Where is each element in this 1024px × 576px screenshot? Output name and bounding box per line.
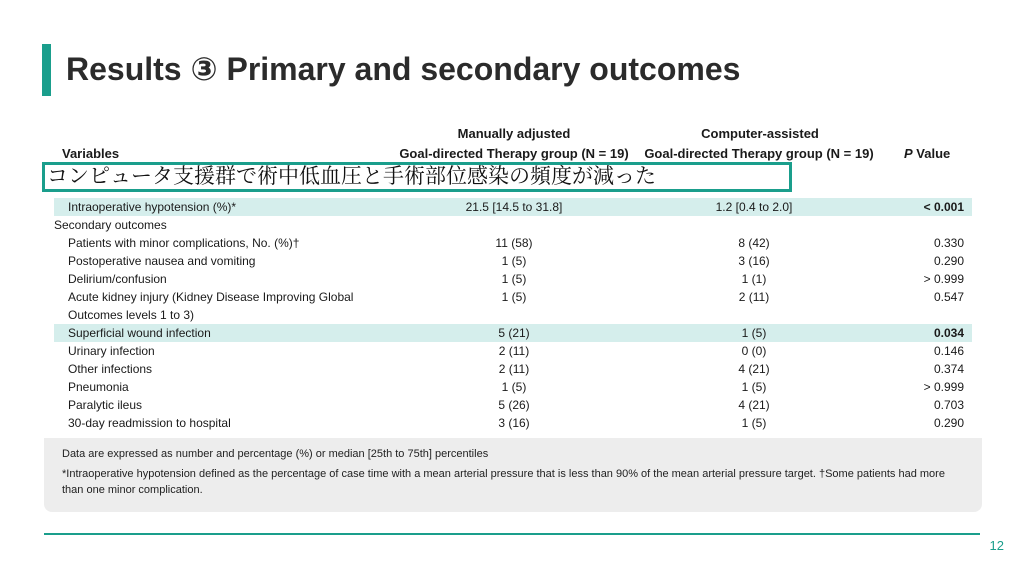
- slide-title: Results ③ Primary and secondary outcomes: [66, 51, 741, 87]
- row-p: 0.374: [933, 362, 964, 376]
- header-p-rest: Value: [912, 146, 951, 161]
- header-p-italic: P: [904, 146, 913, 161]
- row-variable: Paralytic ileus: [68, 398, 143, 412]
- row-manual: 2 (11): [498, 344, 530, 358]
- row-computer: 0 (0): [741, 344, 767, 358]
- header-computer-line2: Goal-directed Therapy group (N = 19): [644, 146, 874, 161]
- row-manual: 1 (5): [501, 272, 527, 286]
- row-variable: Delirium/confusion: [68, 272, 167, 286]
- row-manual: 5 (21): [498, 326, 530, 340]
- table-row: [54, 198, 972, 216]
- row-manual: 11 (58): [495, 236, 533, 250]
- row-computer: 3 (16): [738, 254, 770, 268]
- row-p: 0.330: [933, 236, 964, 250]
- table-row: [54, 414, 972, 432]
- row-p: > 0.999: [923, 380, 964, 394]
- row-manual: 21.5 [14.5 to 31.8]: [465, 200, 563, 214]
- row-computer: 1 (5): [741, 416, 767, 430]
- row-manual: 1 (5): [501, 290, 527, 304]
- row-manual: 1 (5): [501, 380, 527, 394]
- table-row: [54, 360, 972, 378]
- row-p: 0.034: [933, 326, 964, 340]
- row-computer: 1 (5): [741, 326, 767, 340]
- row-manual: 1 (5): [501, 254, 527, 268]
- row-manual: 3 (16): [498, 416, 530, 430]
- row-p: < 0.001: [923, 200, 964, 214]
- row-variable: Superficial wound infection: [68, 326, 211, 340]
- row-p: 0.290: [933, 254, 964, 268]
- header-manual-line2: Goal-directed Therapy group (N = 19): [399, 146, 629, 161]
- footnote-definition: *Intraoperative hypotension defined as the percentage of case time with a mean arterial pressure that is less than 90% of the mean arterial pressure target. †Some patients had more: [62, 468, 945, 480]
- header-p-value: [904, 146, 950, 161]
- table-row: [54, 216, 972, 234]
- header-manual-line1: Manually adjusted: [457, 126, 571, 141]
- table-row: [54, 288, 972, 306]
- table-row: [54, 306, 972, 324]
- footnote-continuation: than one minor complication.: [62, 484, 203, 496]
- footnote-data-format: Data are expressed as number and percentage (%) or median [25th to 75th] percentiles: [62, 448, 489, 460]
- header-computer-line1: Computer-assisted: [701, 126, 819, 141]
- page-number: 12: [989, 538, 1004, 553]
- table-row: [54, 342, 972, 360]
- table-row: [54, 270, 972, 288]
- footer-divider: [44, 533, 980, 535]
- row-variable: Outcomes levels 1 to 3): [68, 308, 195, 322]
- row-p: > 0.999: [923, 272, 964, 286]
- row-p: 0.146: [933, 344, 964, 358]
- summary-callout: コンピュータ支援群で術中低血圧と手術部位感染の頻度が減った: [42, 162, 792, 192]
- row-variable: 30-day readmission to hospital: [68, 416, 231, 430]
- table-row: [54, 378, 972, 396]
- row-p: 0.290: [933, 416, 964, 430]
- row-variable: Acute kidney injury (Kidney Disease Improving Global: [68, 290, 354, 304]
- row-variable: Secondary outcomes: [54, 218, 167, 232]
- row-computer: 4 (21): [738, 398, 770, 412]
- row-variable: Pneumonia: [68, 380, 129, 394]
- table-row: [54, 234, 972, 252]
- row-computer: 1 (1): [741, 272, 767, 286]
- row-computer: 8 (42): [738, 236, 770, 250]
- row-manual: 2 (11): [498, 362, 530, 376]
- row-computer: 2 (11): [738, 290, 770, 304]
- row-computer: 1.2 [0.4 to 2.0]: [715, 200, 793, 214]
- row-computer: 1 (5): [741, 380, 767, 394]
- table-row: [54, 396, 972, 414]
- row-variable: Postoperative nausea and vomiting: [68, 254, 256, 268]
- title-accent-bar: [42, 44, 51, 96]
- row-computer: 4 (21): [738, 362, 770, 376]
- row-variable: Intraoperative hypotension (%)*: [68, 200, 237, 214]
- row-variable: Patients with minor complications, No. (%)†: [68, 236, 300, 250]
- row-p: 0.547: [933, 290, 964, 304]
- row-variable: Other infections: [68, 362, 153, 376]
- header-variables: Variables: [62, 146, 120, 161]
- row-p: 0.703: [933, 398, 964, 412]
- row-variable: Urinary infection: [68, 344, 155, 358]
- table-row: [54, 324, 972, 342]
- row-manual: 5 (26): [498, 398, 530, 412]
- table-row: [54, 252, 972, 270]
